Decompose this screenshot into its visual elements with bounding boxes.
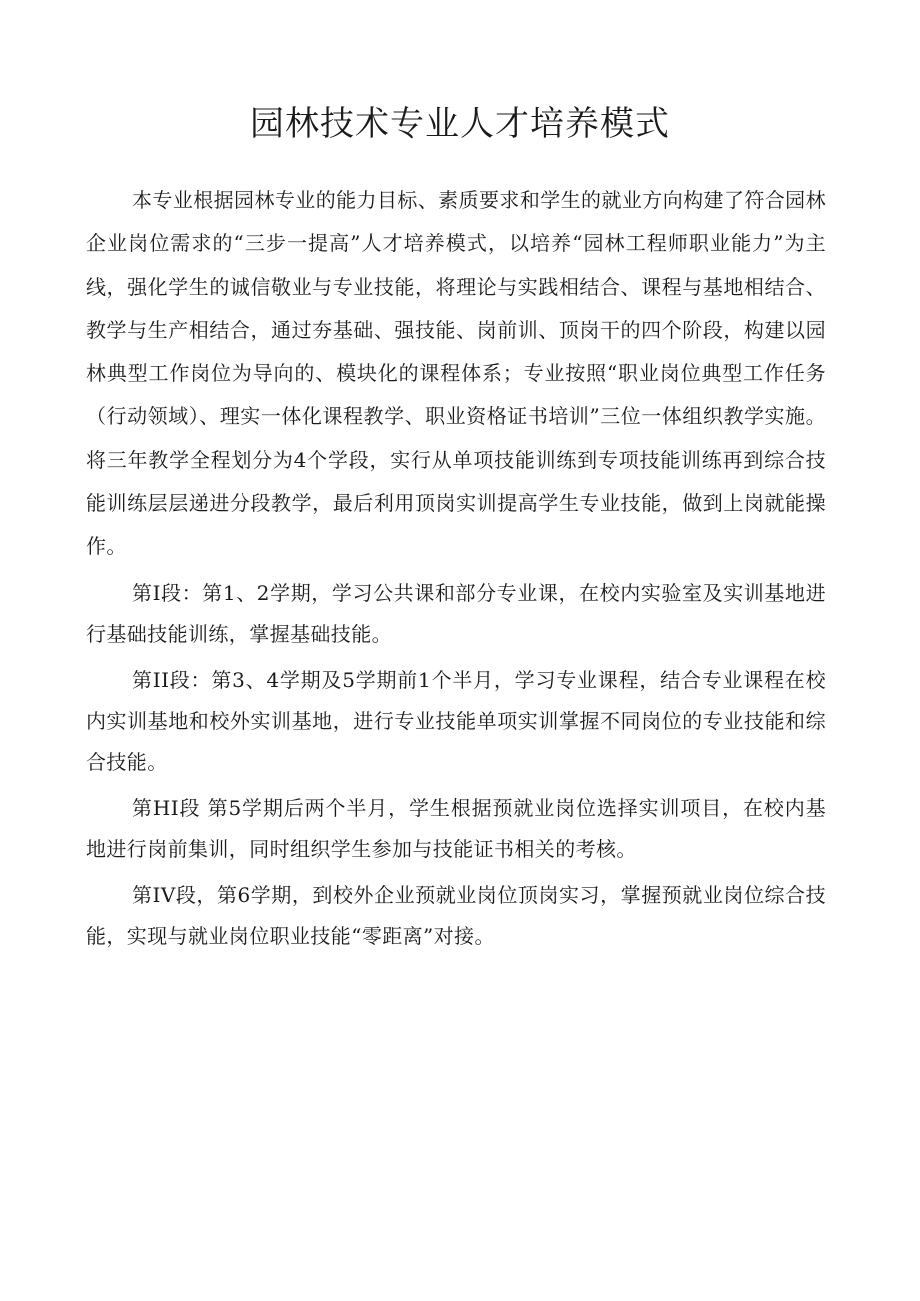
stage-2-paragraph: 第II段：第3、4学期及5学期前1个半月，学习专业课程，结合专业课程在校内实训基地和校外实训基地，进行专业技能单项实训掌握不同岗位的专业技能和综合技能。 bbox=[86, 667, 826, 774]
document-title: 园林技术专业人才培养模式 bbox=[250, 104, 670, 144]
intro-paragraph: 本专业根据园林专业的能力目标、素质要求和学生的就业方向构建了符合园林企业岗位需求的“三步一提高”人才培养模式，以培养“园林工程师职业能力”为主线，强化学生的诚信敬业与专业技能，将理论与实践相结合、课程与基地相结合、教学与生产相结合，通过夯基础、强技能、岗前训、顶岗干的四个阶段，构建以园林典型工作岗位为导向的、模块化的课程体系；专业按照“职业岗位典型工作任务（行动领域）、理实一体化课程教学、职业资格证书培训”三位一体组织教学实施。将三年教学全程划分为4个学段，实行从单项技能训练到专项技能训练再到综合技能训练层层递进分段教学，最后利用顶岗实训提高学生专业技能，做到上岗就能操作。 bbox=[86, 188, 826, 559]
stage-1-paragraph: 第I段：第1、2学期，学习公共课和部分专业课，在校内实验室及实训基地进行基础技能训练，掌握基础技能。 bbox=[86, 580, 826, 646]
stage-4-paragraph: 第IV段，第6学期，到校外企业预就业岗位顶岗实习，掌握预就业岗位综合技能，实现与就业岗位职业技能“零距离”对接。 bbox=[86, 882, 826, 948]
document-body bbox=[86, 179, 826, 957]
stage-3-paragraph: 第HI段 第5学期后两个半月，学生根据预就业岗位选择实训项目，在校内基地进行岗前集训，同时组织学生参加与技能证书相关的考核。 bbox=[86, 795, 826, 861]
